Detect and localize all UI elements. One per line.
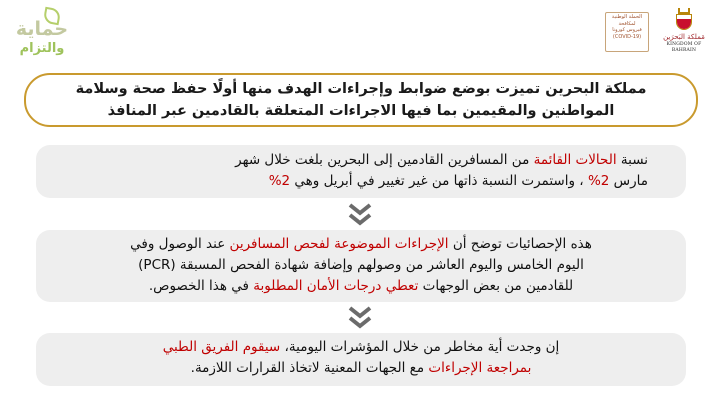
title-line-2: المواطنين والمقيمين بما فيها الاجراءات المتعلقة بالقادمين عبر المنافذ [107, 103, 615, 119]
kingdom-logo-arabic: مَملكة البَحرَين [663, 33, 705, 41]
box2-line-3 [50, 276, 672, 297]
risk-response-box [36, 333, 686, 386]
text: من المسافرين القادمين إلى البحرين بلغت خلال شهر [235, 152, 534, 168]
double-chevron-down-icon [344, 201, 376, 227]
campaign-logo-word1: حماية [15, 18, 69, 40]
covid-logo-line2: لمكافحة [618, 20, 636, 27]
campaign-logo-word2: والتزام [19, 41, 65, 56]
box1-line-1 [50, 150, 672, 171]
box2-line-2: اليوم الخامس واليوم العاشر من وصولهم وإضافة شهادة الفحص المسبقة (PCR) [138, 257, 584, 273]
text: هذه الإحصائيات توضح أن [448, 236, 592, 252]
highlight-text: تعطي درجات الأمان المطلوبة [253, 278, 419, 294]
highlight-text: الحالات القائمة [533, 152, 617, 168]
slide-title [24, 73, 698, 127]
covid-logo-line4: (COVID-19) [612, 33, 642, 40]
april-percentage: 2% [268, 173, 291, 189]
procedures-box [36, 230, 686, 302]
covid-campaign-logo [605, 12, 649, 52]
box2-line-1 [50, 234, 672, 255]
highlight-text: سيقوم الفريق الطبي [162, 339, 281, 355]
title-line-1: مملكة البحرين تميزت بوضع ضوابط وإجراءات الهدف منها أولًا حفظ صحة وسلامة [75, 81, 647, 97]
text: نسبة [616, 152, 648, 168]
highlight-text: بمراجعة الإجراءات [428, 360, 532, 376]
march-percentage: 2% [587, 173, 610, 189]
text: مارس [609, 173, 648, 189]
double-chevron-down-icon [344, 304, 376, 330]
covid-logo-line1: الحملة الوطنية [611, 14, 643, 20]
text: للقادمين من بعض الوجهات [418, 278, 574, 294]
text: عند الوصول وفي [130, 236, 230, 252]
covid-logo-line3: فيروس كورونا [612, 27, 642, 33]
active-cases-box [36, 145, 686, 198]
text: في هذا الخصوص. [148, 278, 254, 294]
highlight-text: الإجراءات الموضوعة لفحص المسافرين [229, 236, 449, 252]
bahrain-emblem-icon [675, 8, 693, 30]
box3-line-1 [50, 337, 672, 358]
text: ، واستمرت النسبة ذاتها من غير تغيير في أبريل وهي [290, 173, 588, 189]
kingdom-logo [657, 8, 711, 56]
text: إن وجدت أية مخاطر من خلال المؤشرات اليومية، [280, 339, 560, 355]
box1-line-2 [50, 171, 672, 192]
text: مع الجهات المعنية لاتخاذ القرارات اللازمة. [190, 360, 429, 376]
kingdom-logo-english: KINGDOM OF BAHRAIN [666, 42, 702, 53]
box3-line-2 [50, 358, 672, 379]
campaign-logo [6, 6, 76, 64]
